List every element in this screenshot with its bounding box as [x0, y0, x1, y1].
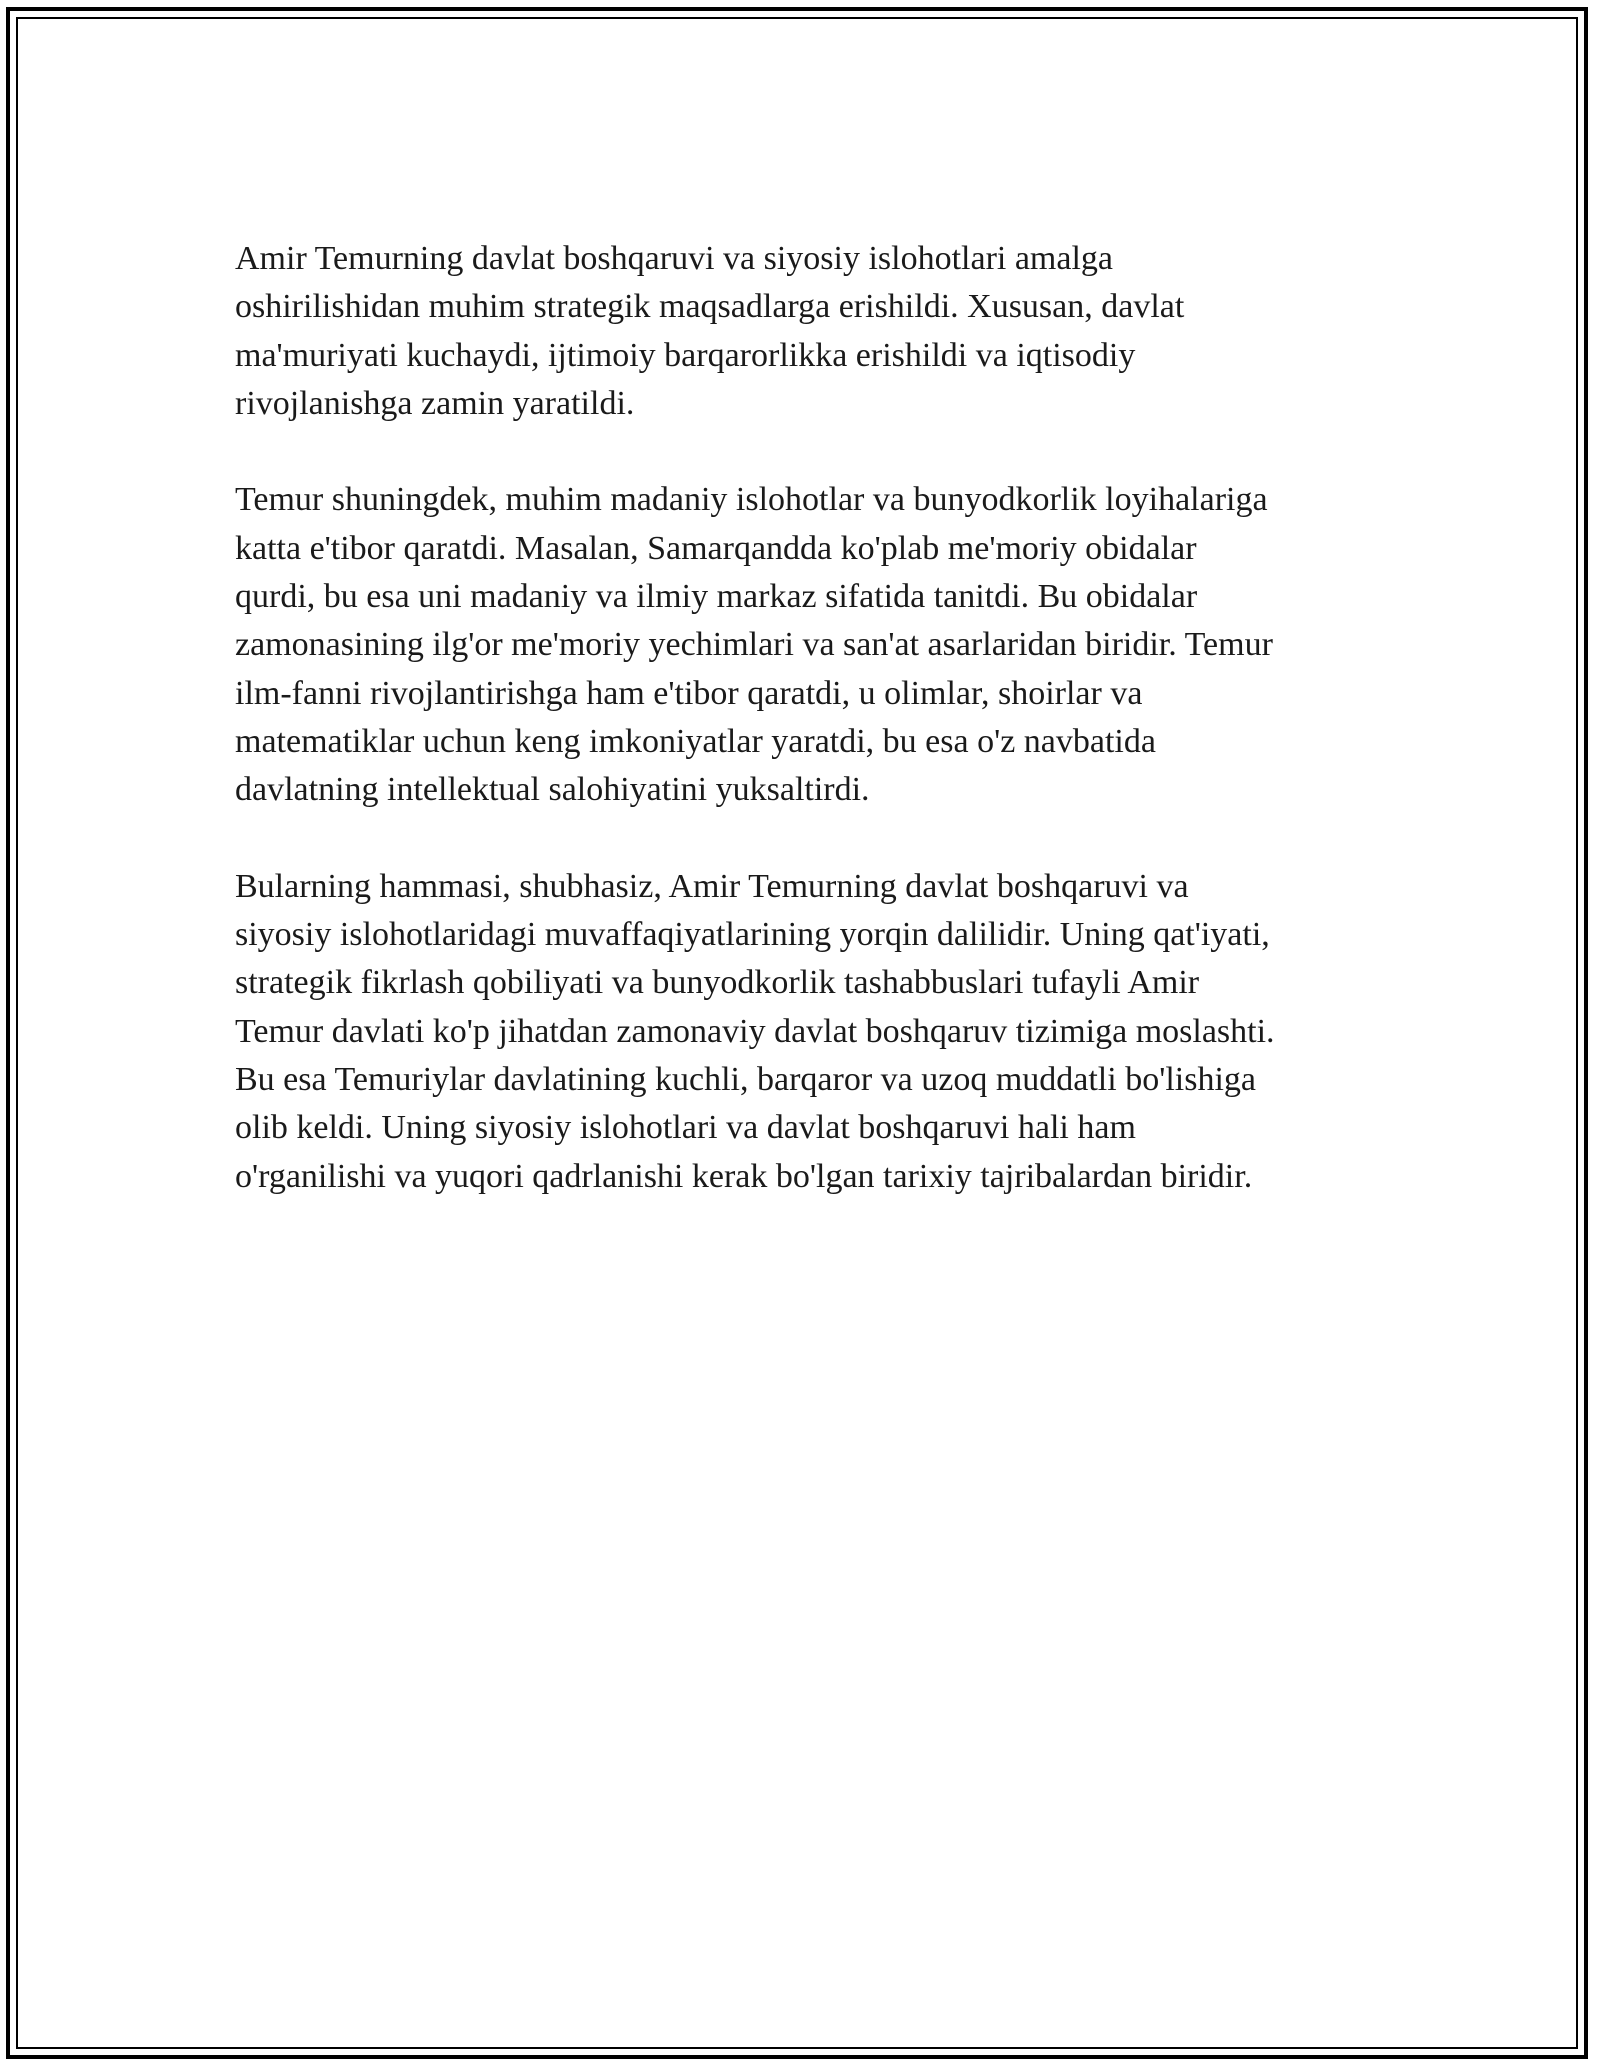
- text-line: Bu esa Temuriylar davlatining kuchli, barqaror va uzoq muddatli bo'lishiga: [235, 1061, 1256, 1099]
- document-body: [235, 235, 1365, 1249]
- text-line: rivojlanishga zamin yaratildi.: [235, 384, 635, 422]
- paragraph-1: [235, 235, 1365, 428]
- paragraph-3: [235, 863, 1365, 1201]
- text-line: Bularning hammasi, shubhasiz, Amir Temurning davlat boshqaruvi va: [235, 867, 1189, 905]
- text-line: olib keldi. Uning siyosiy islohotlari va davlat boshqaruvi hali ham: [235, 1109, 1136, 1147]
- text-line: zamonasining ilg'or me'moriy yechimlari va san'at asarlaridan biridir. Temur: [235, 626, 1273, 664]
- text-line: oshirilishidan muhim strategik maqsadlarga erishildi. Xususan, davlat: [235, 288, 1185, 326]
- paragraph-2: [235, 476, 1365, 814]
- text-line: o'rganilishi va yuqori qadrlanishi kerak bo'lgan tarixiy tajribalardan biridir.: [235, 1157, 1253, 1195]
- text-line: strategik fikrlash qobiliyati va bunyodkorlik tashabbuslari tufayli Amir: [235, 964, 1200, 1002]
- text-line: ma'muriyati kuchaydi, ijtimoiy barqarorlikka erishildi va iqtisodiy: [235, 336, 1136, 374]
- text-line: davlatning intellektual salohiyatini yuksaltirdi.: [235, 771, 870, 809]
- text-line: Temur davlati ko'p jihatdan zamonaviy davlat boshqaruv tizimiga moslashti.: [235, 1012, 1275, 1050]
- text-line: Temur shuningdek, muhim madaniy islohotlar va bunyodkorlik loyihalariga: [235, 481, 1268, 519]
- text-line: katta e'tibor qaratdi. Masalan, Samarqandda ko'plab me'moriy obidalar: [235, 529, 1197, 567]
- text-line: ilm-fanni rivojlantirishga ham e'tibor qaratdi, u olimlar, shoirlar va: [235, 674, 1143, 712]
- text-line: siyosiy islohotlaridagi muvaffaqiyatlarining yorqin dalilidir. Uning qat'iyati,: [235, 916, 1270, 954]
- text-line: Amir Temurning davlat boshqaruvi va siyosiy islohotlari amalga: [235, 240, 1114, 277]
- text-line: qurdi, bu esa uni madaniy va ilmiy markaz sifatida tanitdi. Bu obidalar: [235, 578, 1198, 616]
- text-line: matematiklar uchun keng imkoniyatlar yaratdi, bu esa o'z navbatida: [235, 722, 1156, 760]
